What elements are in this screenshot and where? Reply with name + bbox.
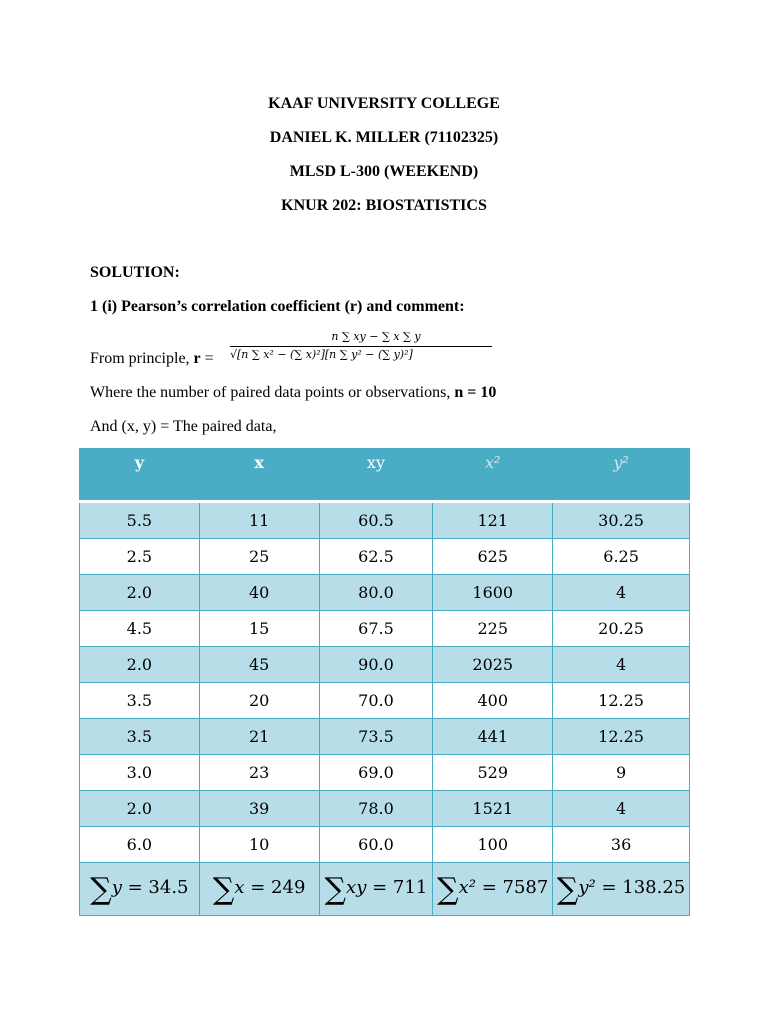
table-cell: 67.5 [319,611,433,647]
sum-value: = 711 [372,876,428,898]
table-cell: 20.25 [553,611,690,647]
sum-row [80,863,690,916]
sum-cell [433,863,553,916]
table-cell: 6.25 [553,539,690,575]
header-y-squared: y² [553,449,690,502]
fraction-bar [230,346,492,347]
table-cell: 3.0 [80,755,200,791]
table-cell: 20 [199,683,319,719]
header-y: y [80,449,200,502]
table-cell: 2.0 [80,647,200,683]
sigma-symbol: ∑ [556,871,579,907]
table-cell: 30.25 [553,502,690,539]
table-cell: 2025 [433,647,553,683]
table-cell: 36 [553,827,690,863]
n-value: n = 10 [454,384,497,401]
table-cell: 40 [199,575,319,611]
table-cell: 100 [433,827,553,863]
table-cell: 4 [553,647,690,683]
sum-variable: xy [346,876,367,898]
sum-value: = 34.5 [127,876,189,898]
formula-fraction [230,330,492,362]
table-cell: 1600 [433,575,553,611]
sum-cell [199,863,319,916]
table-cell: 1521 [433,791,553,827]
table-cell: 45 [199,647,319,683]
table-cell: 2.5 [80,539,200,575]
table-row [80,539,690,575]
table-cell: 21 [199,719,319,755]
table-row [80,791,690,827]
student-name: DANIEL K. MILLER (71102325) [269,129,499,146]
sum-cell [319,863,433,916]
formula-numerator: n ∑ xy − ∑ x ∑ y [331,330,421,343]
table-row [80,575,690,611]
table-cell: 121 [433,502,553,539]
sigma-symbol: ∑ [324,871,347,907]
table-cell: 441 [433,719,553,755]
table-cell: 80.0 [319,575,433,611]
table-cell: 62.5 [319,539,433,575]
table-cell: 3.5 [80,683,200,719]
table-row [80,502,690,539]
table-cell: 225 [433,611,553,647]
table-cell: 23 [199,755,319,791]
table-row [80,827,690,863]
sum-value: = 138.25 [601,876,686,898]
table-cell: 4.5 [80,611,200,647]
n-statement [90,384,496,402]
header-x: x [199,449,319,502]
principle-text: From principle, [90,350,194,367]
table-cell: 4 [553,575,690,611]
sum-variable: x² [458,876,476,898]
institution-name: KAAF UNIVERSITY COLLEGE [268,95,500,112]
table-cell: 15 [199,611,319,647]
table-cell: 9 [553,755,690,791]
sum-variable: y [111,876,122,898]
sum-variable: y² [578,876,596,898]
question-heading: 1 (i) Pearson’s correlation coefficient (r) and comment: [90,298,465,315]
table-cell: 12.25 [553,683,690,719]
table-cell: 73.5 [319,719,433,755]
paired-data-text: And (x, y) = The paired data, [90,418,277,435]
table-cell: 2.0 [80,791,200,827]
table-row [80,683,690,719]
table-cell: 6.0 [80,827,200,863]
table-cell: 11 [199,502,319,539]
sum-value: = 249 [250,876,306,898]
table-cell: 4 [553,791,690,827]
table-header-row [80,449,690,502]
table-row [80,719,690,755]
sigma-symbol: ∑ [90,871,112,907]
sum-variable: x [234,876,245,898]
r-label: r [193,350,201,367]
paired-data-table [79,448,690,916]
sum-value: = 7587 [481,876,549,898]
table-body [80,502,690,863]
formula-denominator: √[n ∑ x² − (∑ x)²][n ∑ y² − (∑ y)²] [230,348,413,361]
table-cell: 625 [433,539,553,575]
sum-cell [553,863,690,916]
table-cell: 70.0 [319,683,433,719]
table-row [80,647,690,683]
table-cell: 10 [199,827,319,863]
sigma-symbol: ∑ [437,871,459,907]
table-cell: 39 [199,791,319,827]
table-row [80,755,690,791]
equals-sign: = [200,350,214,367]
table-cell: 60.0 [319,827,433,863]
sum-cell [80,863,200,916]
table-cell: 90.0 [319,647,433,683]
solution-label: SOLUTION: [90,264,180,281]
table-cell: 12.25 [553,719,690,755]
table-row [80,611,690,647]
table-cell: 3.5 [80,719,200,755]
table-cell: 5.5 [80,502,200,539]
course-name: KNUR 202: BIOSTATISTICS [281,197,487,214]
header-xy: xy [319,449,433,502]
table-cell: 69.0 [319,755,433,791]
table-cell: 400 [433,683,553,719]
header-x-squared: x² [433,449,553,502]
sigma-symbol: ∑ [212,871,235,907]
program-name: MLSD L-300 (WEEKEND) [289,163,479,180]
table-cell: 60.5 [319,502,433,539]
formula-lead [90,350,214,368]
table-cell: 529 [433,755,553,791]
table-cell: 78.0 [319,791,433,827]
n-text: Where the number of paired data points or observations, [90,384,455,401]
table-cell: 2.0 [80,575,200,611]
table-cell: 25 [199,539,319,575]
